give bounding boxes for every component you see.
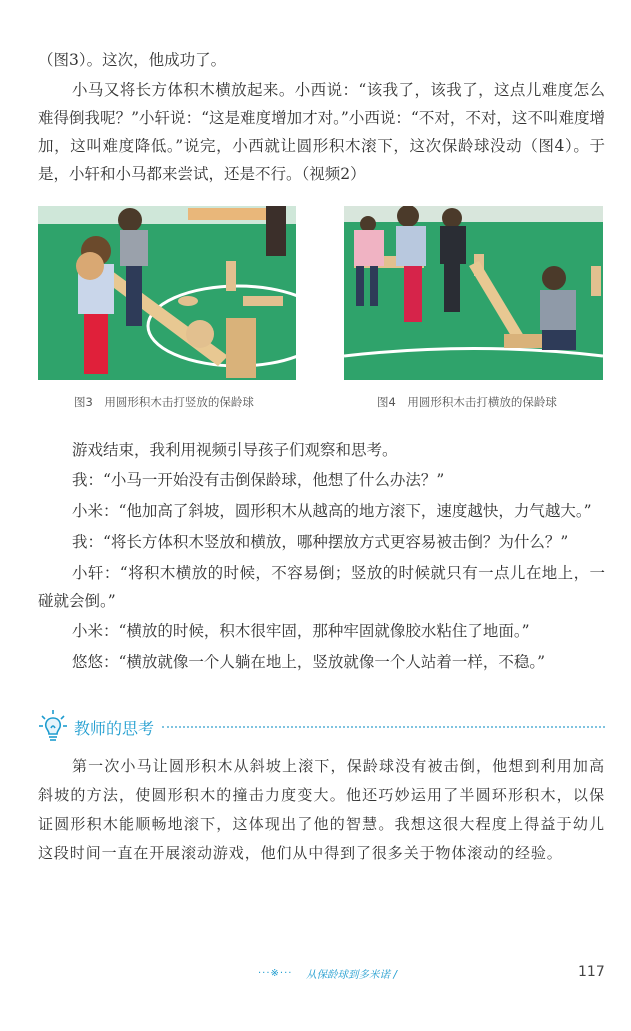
dotted-divider bbox=[162, 726, 605, 728]
footer-ornament: ···※··· bbox=[258, 968, 293, 979]
figure-4-caption: 图4 用圆形积木击打横放的保龄球 bbox=[377, 395, 557, 409]
teacher-reflection-text: 第一次小马让圆形积木从斜坡上滚下，保龄球没有被击倒，他想到利用加高斜坡的方法，使圆形积木的撞击力度变大。他还巧妙运用了半圆环形积木，以保证圆形积木能顺畅地滚下，这体现出了他的智慧。我想这很大程度上得益于幼儿这段时间一直在开展滚动游戏，他们从中得到了很多关于物体滚动的经验。 bbox=[38, 757, 605, 862]
teacher-section-title: 教师的思考 bbox=[74, 719, 155, 738]
footer-running-title: 从保龄球到多米诺 / bbox=[306, 969, 397, 981]
teacher-section-header bbox=[38, 706, 605, 746]
page-number: 117 bbox=[578, 964, 605, 980]
paragraph-dialogue-4: 小轩：“将积木横放的时候，不容易倒；竖放的时候就只有一点儿在地上，一碰就会倒。” bbox=[38, 564, 605, 610]
lightbulb-icon bbox=[38, 708, 68, 744]
paragraph-discussion-intro: 游戏结束，我利用视频引导孩子们观察和思考。 bbox=[72, 441, 398, 459]
paragraph-story: 小马又将长方体积木横放起来。小西说：“该我了，该我了，这点儿难度怎么难得倒我呢？”小轩说：“这是难度增加才对。”小西说：“不对，不对，这不叫难度增加，这叫难度降低。”说完，小西就让圆形积木滚下，这次保龄球没动（图4）。于是，小轩和小马都来尝试，还是不行。（视频2） bbox=[38, 81, 605, 183]
figure-3-caption: 图3 用圆形积木击打竖放的保龄球 bbox=[74, 395, 254, 409]
figure-3-photo bbox=[38, 206, 296, 380]
paragraph-dialogue-3: 我：“将长方体积木竖放和横放，哪种摆放方式更容易被击倒？为什么？” bbox=[72, 533, 569, 551]
paragraph-dialogue-6: 悠悠：“横放就像一个人躺在地上，竖放就像一个人站着一样，不稳。” bbox=[72, 653, 546, 671]
paragraph-continuation: （图3）。这次，他成功了。 bbox=[38, 51, 227, 69]
paragraph-dialogue-1: 我：“小马一开始没有击倒保龄球，他想了什么办法？” bbox=[72, 471, 445, 489]
paragraph-dialogue-2: 小米：“他加高了斜坡，圆形积木从越高的地方滚下，速度越快，力气越大。” bbox=[72, 502, 592, 520]
figure-4-photo bbox=[344, 206, 603, 380]
paragraph-dialogue-5: 小米：“横放的时候，积木很牢固，那种牢固就像胶水粘住了地面。” bbox=[72, 622, 530, 640]
